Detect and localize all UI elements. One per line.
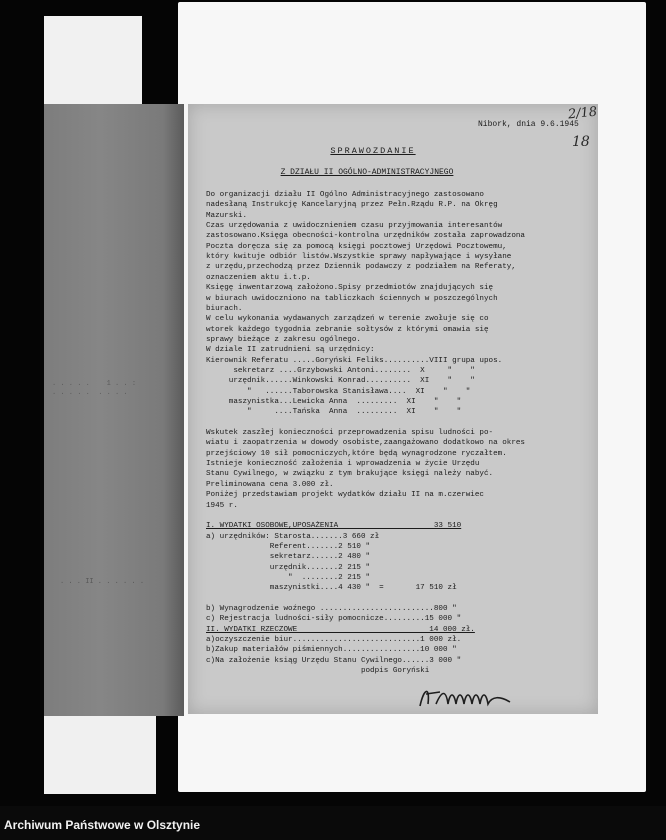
place-date: Nibork, dnia 9.6.1945: [478, 120, 579, 129]
handwritten-reference-mark: 2/18: [567, 104, 598, 123]
document-line: a) urzędników: Starosta.......3 660 zł: [206, 532, 380, 541]
document-line: c) Rejestracja ludności-siły pomocnicze.........15 000 ": [206, 615, 462, 624]
document-line: Poniżej przedstawiam projekt wydatków działu II na m.czerwiec: [206, 491, 484, 500]
left-sheet-bottom: [44, 716, 156, 794]
document-line: b)Zakup materiałów piśmiennych.................10 000 ": [206, 646, 457, 655]
document-line: Referent.......2 510 ": [206, 542, 371, 551]
document-line: Mazurski.: [206, 211, 248, 220]
document-line: maszynistki....4 430 " = 17 510 zł: [206, 584, 457, 593]
document-line: c)Na założenie ksiąg Urzędu Stanu Cywilnego......3 000 ": [206, 656, 462, 665]
document-line: b) Wynagrodzenie woźnego .........................800 ": [206, 605, 457, 613]
document-line: Istnieje konieczność założenia i wprowadzenia w życie Urzędu: [206, 460, 480, 469]
document-line: [206, 418, 598, 428]
document-line: 1945 r.: [206, 501, 238, 510]
document-line: W celu wykonania wydawanych zarządzeń w terenie zwołuje się co: [206, 315, 489, 324]
document-line: Stanu Cywilnego, w związku z tym brakujące księgi należy nabyć.: [206, 470, 494, 479]
document-line: " ........2 215 ": [206, 573, 371, 582]
handwritten-signature: [414, 682, 524, 712]
document-line: biurach.: [206, 304, 243, 313]
document-line: [206, 594, 598, 604]
document-line: zastosowano.Księga obecności-kontrolna urzędników została zaprowadzona: [206, 232, 525, 241]
document-line: Wskutek zaszłej konieczności przeprowadzenia spisu ludności po-: [206, 429, 494, 438]
archive-label: Archiwum Państwowe w Olsztynie: [4, 818, 201, 832]
document-line: sekretarz ....Grzybowski Antoni........ X " ": [206, 366, 475, 375]
document-line: Preliminowana cena 3.000 zł.: [206, 480, 334, 489]
document-line: urzędnik......Winkowski Konrad.......... XI " ": [206, 377, 475, 386]
document-line: " ....Tańska Anna ......... XI " ": [206, 408, 462, 417]
document-line: z urzędu,przechodzą przez Dziennik podawczy z podziałem na Referaty,: [206, 263, 516, 272]
document-line: II. WYDATKI RZECZOWE 14 000 zł.: [206, 625, 475, 634]
document-line: oznaczeniem aktu i.t.p.: [206, 273, 311, 282]
document-line: wiatu i zaopatrzenia w dowody osobiste,zaangażowano dodatkowo na okres: [206, 439, 525, 448]
bleed-through-text-2: . . . II . . . . . .: [60, 578, 145, 586]
document-line: a)oczyszczenie biur............................1 000 zł.: [206, 636, 462, 645]
document-line: maszynistka...Lewicka Anna ......... XI " ": [206, 398, 462, 406]
document-line: wtorek każdego tygodnia zebranie sołtysów z którymi omawia się: [206, 325, 489, 334]
archive-footer: [0, 806, 666, 840]
document-line: przejściowy 10 sił pomocniczych,które będą wynagrodzone ryczałtem.: [206, 449, 507, 458]
title-block: [188, 140, 598, 177]
document-title: SPRAWOZDANIE: [330, 146, 416, 156]
document-line: " ......Taborowska Stanisława.... XI " ": [206, 387, 471, 396]
document-line: który kwituje odbiór listów.Wszystkie sprawy napływające i wysyłane: [206, 253, 512, 262]
document-line: nadesłaną Instrukcję Kancelaryjną przez Pełn.Rządu R.P. na Okręg: [206, 201, 498, 210]
document-line: w biurach uwidoczniono na tabliczkach ściennych w poszczególnych: [206, 294, 498, 303]
document-line: sprawy bieżące z zakresu ogólnego.: [206, 335, 361, 344]
document-line: Do organizacji działu II Ogólno Administracyjnego zastosowano: [206, 191, 484, 199]
document-line: Czas urzędowania z uwidocznieniem czasu przyjmowania interesantów: [206, 222, 503, 231]
document-line: [206, 511, 598, 521]
handwritten-folio-mark: 18: [572, 134, 590, 150]
report-document: [188, 104, 598, 714]
document-line: Księgę inwentarzową założono.Spisy przedmiotów znajdujących się: [206, 284, 494, 293]
document-line: W dziale II zatrudnieni są urzędnicy:: [206, 346, 375, 355]
folded-cover-sheet: [44, 104, 184, 716]
document-line: Poczta doręcza się za pomocą księgi pocztowej Urzędowi Pocztowemu,: [206, 242, 507, 251]
bleed-through-text: . . . . . 1 . . : . . . . . . . . .: [52, 380, 137, 397]
document-line: sekretarz......2 480 ": [206, 553, 371, 562]
left-sheet-top: [44, 16, 142, 104]
document-line: I. WYDATKI OSOBOWE,UPOSAŻENIA 33 510: [206, 522, 462, 531]
document-line: Kierownik Referatu .....Goryński Feliks..........VIII grupa upos.: [206, 356, 503, 365]
document-subtitle: Z DZIAŁU II OGÓLNO-ADMINISTRACYJNEGO: [280, 168, 454, 177]
document-line: podpis Goryński: [206, 667, 430, 676]
document-line: urzędnik.......2 215 ": [206, 563, 371, 572]
